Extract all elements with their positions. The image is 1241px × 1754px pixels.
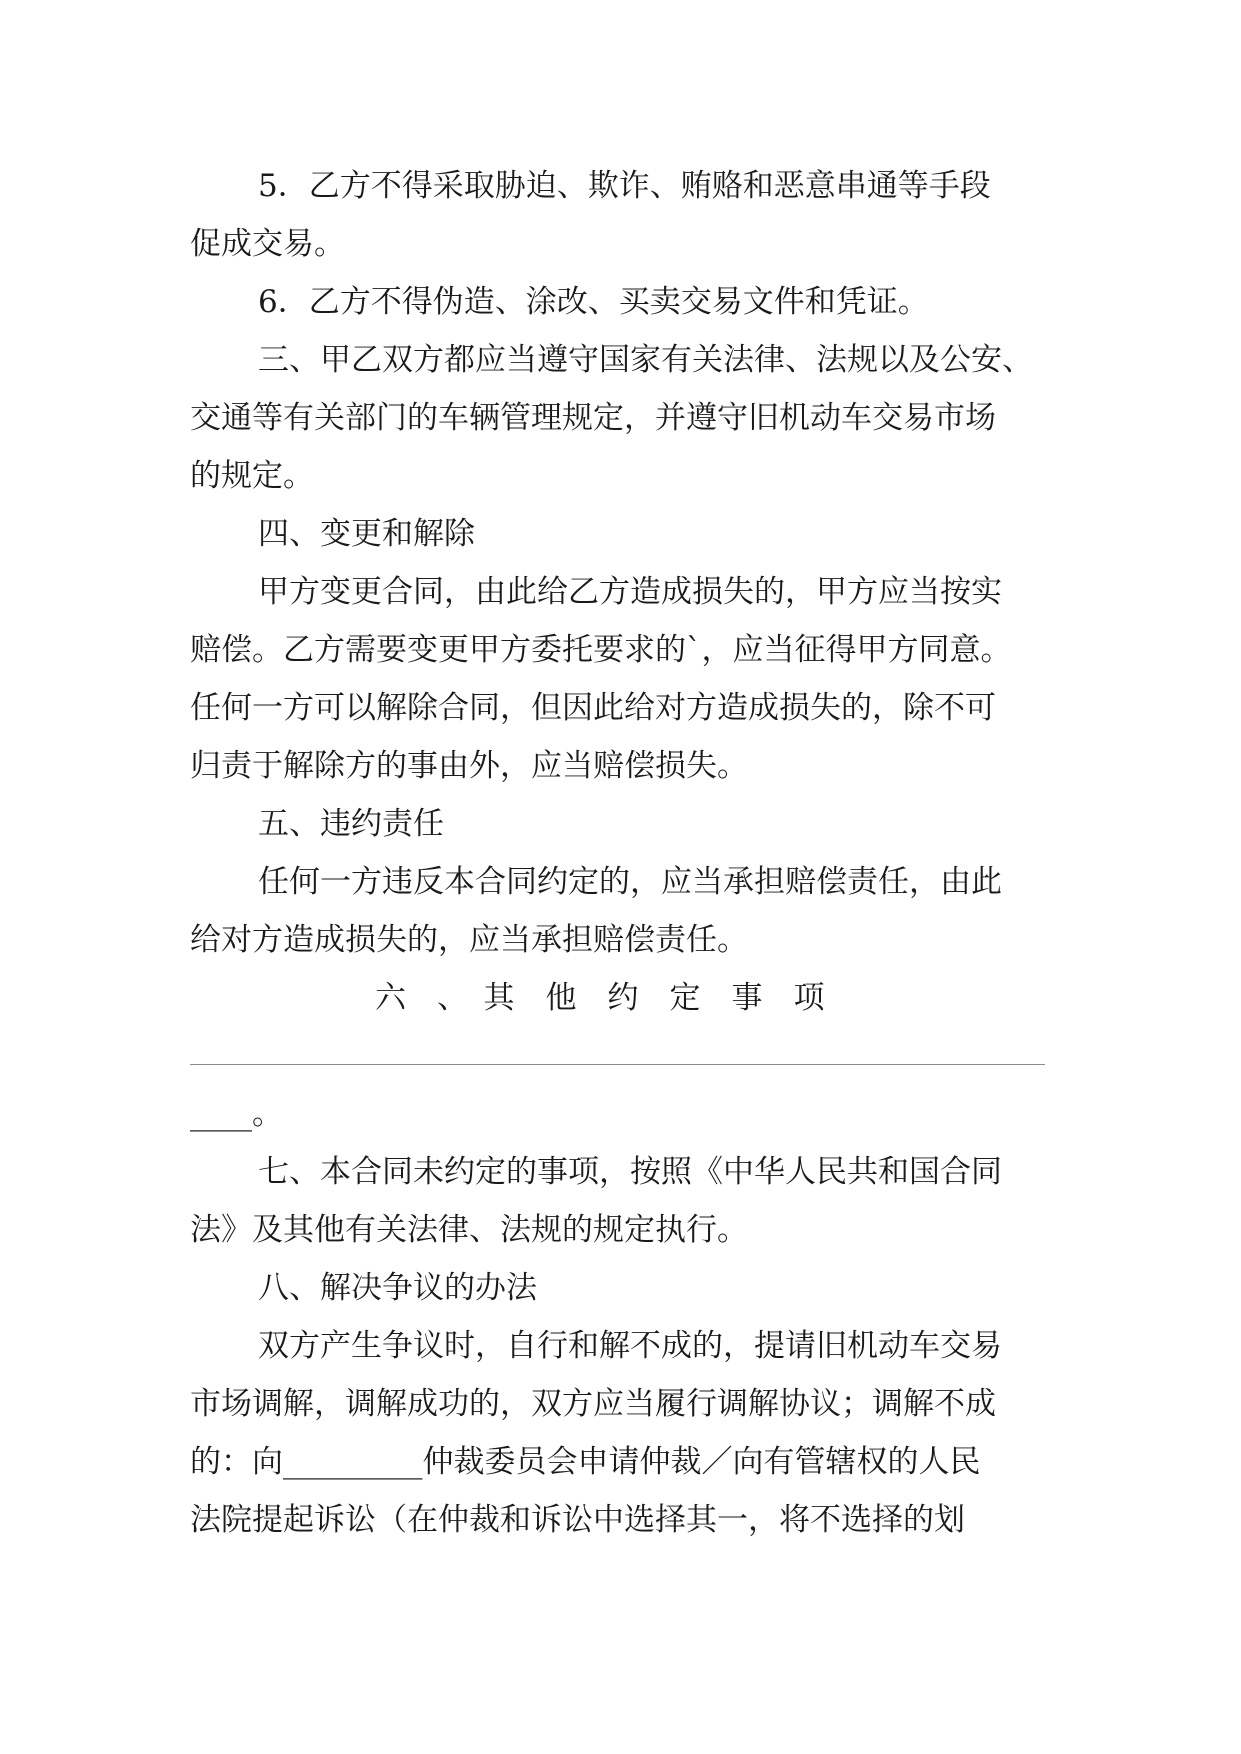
text-line: 双方产生争议时，自行和解不成的，提请旧机动车交易 bbox=[258, 1328, 1002, 1364]
section-heading: 四、变更和解除 bbox=[258, 516, 475, 552]
text-line: 6．乙方不得伪造、涂改、买卖交易文件和凭证。 bbox=[258, 284, 929, 320]
text-line: 七、本合同未约定的事项，按照《中华人民共和国合同 bbox=[258, 1154, 1002, 1190]
text-line: ____。 bbox=[190, 1096, 283, 1132]
text-line: 促成交易。 bbox=[190, 226, 345, 262]
text-line: 归责于解除方的事由外，应当赔偿损失。 bbox=[190, 748, 748, 784]
text-line: 赔偿。乙方需要变更甲方委托要求的`，应当征得甲方同意。 bbox=[190, 632, 1012, 668]
text-line: 的：向_________仲裁委员会申请仲裁／向有管辖权的人民 bbox=[190, 1444, 981, 1480]
text-line: 任何一方可以解除合同，但因此给对方造成损失的，除不可 bbox=[190, 690, 996, 726]
section-heading: 六 、 其 他 约 定 事 项 bbox=[375, 980, 825, 1016]
text-line: 法》及其他有关法律、法规的规定执行。 bbox=[190, 1212, 748, 1248]
text-line: 交通等有关部门的车辆管理规定，并遵守旧机动车交易市场 bbox=[190, 400, 996, 436]
text-line: 甲方变更合同，由此给乙方造成损失的，甲方应当按实 bbox=[258, 574, 1002, 610]
blank-fill-line bbox=[190, 1064, 1045, 1065]
text-line: 任何一方违反本合同约定的，应当承担赔偿责任，由此 bbox=[258, 864, 1002, 900]
text-line: 三、甲乙双方都应当遵守国家有关法律、法规以及公安、 bbox=[258, 342, 1033, 378]
text-line: 市场调解，调解成功的，双方应当履行调解协议；调解不成 bbox=[190, 1386, 996, 1422]
text-line: 法院提起诉讼（在仲裁和诉讼中选择其一，将不选择的划 bbox=[190, 1502, 965, 1538]
text-line: 给对方造成损失的，应当承担赔偿责任。 bbox=[190, 922, 748, 958]
text-line: 的规定。 bbox=[190, 458, 314, 494]
text-line: 5．乙方不得采取胁迫、欺诈、贿赂和恶意串通等手段 bbox=[258, 168, 991, 204]
section-heading: 五、违约责任 bbox=[258, 806, 444, 842]
section-heading: 八、解决争议的办法 bbox=[258, 1270, 537, 1306]
